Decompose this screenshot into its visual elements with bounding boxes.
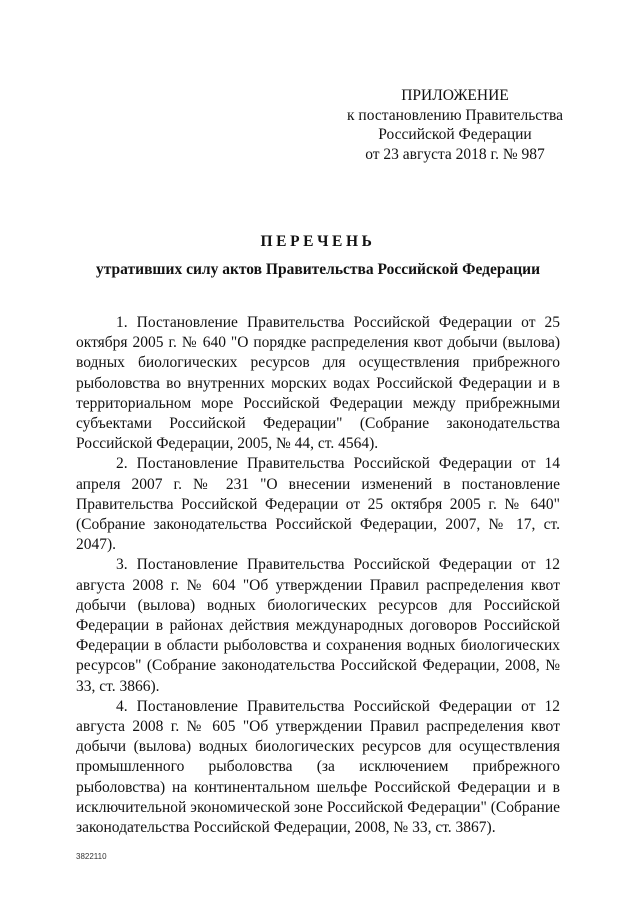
appendix-title: ПРИЛОЖЕНИЕ: [401, 87, 509, 104]
document-title: ПЕРЕЧЕНЬ: [260, 233, 376, 250]
list-item: 1. Постановление Правительства Российской Федерации от 25 октября 2005 г. № 640 "О порядке распределения квот добычи (вылова) водных биологических ресурсов для осуществления прибрежного рыболовства во внутренних морских водах Российской Федерации и в территориальном море Российской Федерации между прибрежными субъектами Российской Федерации" (Собрание законодательства Российской Федерации, 2005, № 44, ст. 4564).: [76, 314, 560, 453]
document-code: 3822110: [76, 852, 107, 861]
list-item: 3. Постановление Правительства Российской Федерации от 12 августа 2008 г. № 604 "Об утверждении Правил распределения квот добычи (вылова) водных биологических ресурсов для Российской Федерации в районах действия международных договоров Российской Федерации в области рыболовства и сохранения водных биологических ресурсов" (Собрание законодательства Российской Федерации, 2008, № 33, ст. 3866).: [76, 556, 560, 695]
appendix-government: Российской Федерации: [378, 126, 532, 143]
acts-list: [76, 313, 560, 838]
appendix-block: [330, 86, 580, 164]
list-item: 2. Постановление Правительства Российской Федерации от 14 апреля 2007 г. № 231 "О внесении изменений в постановление Правительства Российской Федерации от 25 октября 2005 г. № 640" (Собрание законодательства Российской Федерации, 2007, № 17, ст. 2047).: [76, 455, 560, 554]
list-item: 4. Постановление Правительства Российской Федерации от 12 августа 2008 г. № 605 "Об утверждении Правил распределения квот добычи (вылова) водных биологических ресурсов для осуществления промышленного рыболовства (за исключением прибрежного рыболовства) на континентальном шельфе Российской Федерации и в исключительной экономической зоне Российской Федерации" (Собрание законодательства Российской Федерации, 2008, № 33, ст. 3867).: [76, 697, 560, 837]
document-subtitle: утративших силу актов Правительства Российской Федерации: [96, 261, 540, 278]
appendix-reference: к постановлению Правительства: [347, 106, 563, 124]
appendix-date-number: от 23 августа 2018 г. № 987: [365, 145, 545, 163]
